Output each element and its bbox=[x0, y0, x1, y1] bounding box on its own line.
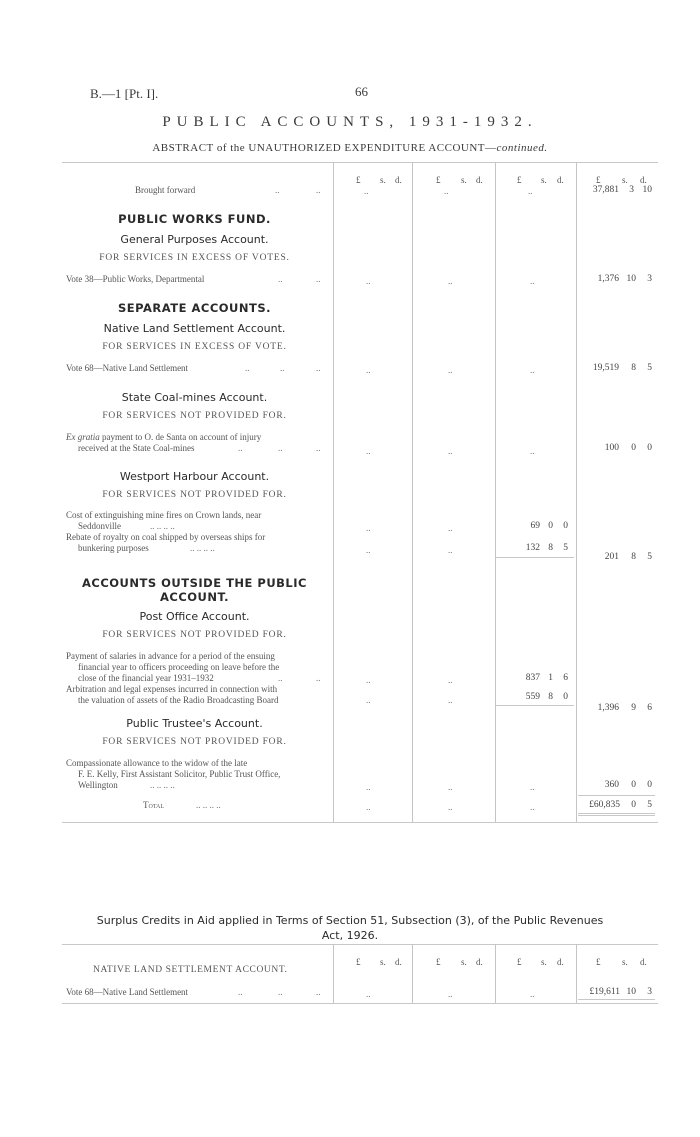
post-office-subtotal-rule bbox=[496, 705, 574, 706]
grand-total-pounds: £60,835 bbox=[589, 800, 620, 810]
vote68-label: Vote 68—Native Land Settlement bbox=[66, 363, 189, 373]
dot-leader: .. bbox=[245, 363, 250, 373]
salaries-line2: financial year to officers proceeding on leave before the bbox=[78, 662, 280, 672]
royalty-line1: Rebate of royalty on coal shipped by overseas ships for bbox=[66, 532, 266, 542]
salaries-line1: Payment of salaries in advance for a period of the ensuing bbox=[66, 651, 275, 661]
fires-line2: Seddonville bbox=[78, 521, 121, 531]
westport-total-shillings: 8 bbox=[631, 552, 636, 562]
westport-subtotal-rule bbox=[496, 557, 574, 558]
royalty-line2: bunkering purposes bbox=[78, 543, 149, 553]
column-divider bbox=[412, 162, 413, 822]
compassion-shillings: 0 bbox=[631, 780, 636, 790]
grand-total-label: Total bbox=[143, 800, 165, 810]
brought-forward-label: Brought forward bbox=[135, 185, 196, 195]
royalty-pence: 5 bbox=[563, 543, 568, 553]
accounts-outside-heading-line2: ACCOUNT. bbox=[160, 590, 229, 604]
col3-pounds-header: £ bbox=[517, 175, 522, 185]
dot-leader: .. bbox=[366, 523, 371, 533]
dot-leader: .. bbox=[444, 186, 449, 196]
dot-leader: .. bbox=[366, 446, 371, 456]
surplus-table-top-rule bbox=[62, 944, 658, 945]
surplus-title-line2: Act, 1926. bbox=[321, 929, 379, 942]
westport-harbour-heading: Westport Harbour Account. bbox=[119, 470, 270, 483]
post-office-heading: Post Office Account. bbox=[139, 610, 250, 623]
surplus-table-bottom-rule bbox=[62, 1003, 658, 1004]
salaries-pence: 6 bbox=[563, 673, 568, 683]
dot-leader: .. bbox=[366, 365, 371, 375]
surplus-double-rule bbox=[578, 999, 655, 1000]
grand-total-pence: 5 bbox=[647, 800, 652, 810]
native-land-settlement-heading: Native Land Settlement Account. bbox=[103, 322, 286, 335]
post-office-total-pounds: 1,396 bbox=[597, 703, 619, 713]
brought-forward-pence: 10 bbox=[642, 185, 652, 195]
surplus-col2-pence-header: d. bbox=[476, 957, 483, 967]
surplus-vote68-label: Vote 68—Native Land Settlement bbox=[66, 987, 189, 997]
ex-gratia-text: payment to O. de Santa on account of injury bbox=[99, 432, 262, 442]
ex-gratia-pence: 0 bbox=[647, 443, 652, 453]
dot-leader: .. bbox=[448, 695, 453, 705]
vote38-pence: 3 bbox=[647, 274, 652, 284]
dot-leader: .. bbox=[316, 673, 321, 683]
dot-leader: .. bbox=[448, 276, 453, 286]
vote68-pounds: 19,519 bbox=[592, 363, 619, 373]
dot-leader: .. .. .. .. bbox=[150, 521, 175, 531]
royalty-pounds: 132 bbox=[525, 543, 540, 553]
dot-leader: .. bbox=[280, 363, 285, 373]
arbitration-line2: the valuation of assets of the Radio Broadcasting Board bbox=[78, 695, 279, 705]
ex-gratia-italic: Ex gratia bbox=[66, 432, 100, 442]
dot-leader: .. bbox=[530, 802, 535, 812]
surplus-col3-shillings-header: s. bbox=[541, 957, 547, 967]
brought-forward-pounds: 37,881 bbox=[592, 185, 619, 195]
dot-leader: .. bbox=[278, 673, 283, 683]
col2-shillings-header: s. bbox=[461, 175, 467, 185]
surplus-col3-pounds-header: £ bbox=[517, 957, 522, 967]
arbitration-line1: Arbitration and legal expenses incurred in connection with bbox=[66, 684, 278, 694]
surplus-vote68-pounds: £19,611 bbox=[589, 987, 620, 997]
grand-total-double-rule bbox=[578, 815, 655, 816]
col3-pence-header: d. bbox=[557, 175, 564, 185]
col1-pence-header: d. bbox=[395, 175, 402, 185]
dot-leader: .. bbox=[366, 276, 371, 286]
surplus-vote68-shillings: 10 bbox=[626, 987, 636, 997]
dot-leader: .. bbox=[316, 443, 321, 453]
subtitle-continued: continued. bbox=[496, 142, 548, 154]
dot-leader: .. bbox=[448, 989, 453, 999]
dot-leader: .. bbox=[366, 675, 371, 685]
vote38-label: Vote 38—Public Works, Departmental bbox=[66, 274, 205, 284]
po-services-heading: FOR SERVICES NOT PROVIDED FOR. bbox=[102, 630, 287, 640]
dot-leader: .. .. .. .. bbox=[150, 780, 175, 790]
fires-shillings: 0 bbox=[548, 521, 553, 531]
dot-leader: .. bbox=[316, 185, 321, 195]
col2-pence-header: d. bbox=[476, 175, 483, 185]
surplus-col2-shillings-header: s. bbox=[461, 957, 467, 967]
post-office-total-shillings: 9 bbox=[631, 703, 636, 713]
page-number: 66 bbox=[355, 84, 368, 99]
fires-pounds: 69 bbox=[530, 521, 540, 531]
nls-services-heading: FOR SERVICES IN EXCESS OF VOTE. bbox=[102, 342, 287, 352]
col3-shillings-header: s. bbox=[541, 175, 547, 185]
vote68-shillings: 8 bbox=[631, 363, 636, 373]
vote68-pence: 5 bbox=[647, 363, 652, 373]
grand-total-shillings: 0 bbox=[631, 800, 636, 810]
surplus-col4-shillings-header: s. bbox=[622, 957, 628, 967]
compassion-line2: F. E. Kelly, First Assistant Solicitor, Public Trust Office, bbox=[78, 769, 281, 779]
ex-gratia-line2: received at the State Coal-mines bbox=[78, 443, 195, 453]
dot-leader: .. bbox=[278, 274, 283, 284]
page-subtitle bbox=[0, 142, 700, 154]
column-divider bbox=[495, 162, 496, 822]
surplus-col2-pounds-header: £ bbox=[436, 957, 441, 967]
surplus-title-line1: Surplus Credits in Aid applied in Terms of Section 51, Subsection (3), of the Public Revenues bbox=[96, 914, 604, 927]
westport-total-pounds: 201 bbox=[604, 552, 619, 562]
table-bottom-rule bbox=[62, 822, 658, 823]
dot-leader: .. bbox=[278, 987, 283, 997]
subtitle-main: ABSTRACT of the UNAUTHORIZED EXPENDITURE ACCOUNT— bbox=[152, 142, 497, 154]
dot-leader: .. bbox=[448, 365, 453, 375]
ex-gratia-line1 bbox=[66, 432, 261, 442]
dot-leader: .. bbox=[278, 443, 283, 453]
dot-leader: .. bbox=[364, 186, 369, 196]
col4-shillings-header: s. bbox=[622, 175, 628, 185]
table-top-rule bbox=[62, 162, 658, 163]
surplus-col3-pence-header: d. bbox=[557, 957, 564, 967]
compassion-pence: 0 bbox=[647, 780, 652, 790]
brought-forward-shillings: 3 bbox=[629, 185, 634, 195]
vote38-shillings: 10 bbox=[626, 274, 636, 284]
dot-leader: .. bbox=[238, 443, 243, 453]
surplus-col1-pence-header: d. bbox=[395, 957, 402, 967]
compassion-pounds: 360 bbox=[604, 780, 619, 790]
surplus-column-divider bbox=[333, 944, 334, 1003]
arbitration-shillings: 8 bbox=[548, 692, 553, 702]
surplus-col4-pounds-header: £ bbox=[596, 957, 601, 967]
salaries-shillings: 1 bbox=[548, 673, 553, 683]
surplus-vote68-pence: 3 bbox=[647, 987, 652, 997]
salaries-line3: close of the financial year 1931–1932 bbox=[78, 673, 214, 683]
surplus-column-divider bbox=[576, 944, 577, 1003]
pt-services-heading: FOR SERVICES NOT PROVIDED FOR. bbox=[102, 737, 287, 747]
dot-leader: .. bbox=[366, 802, 371, 812]
dot-leader: .. bbox=[530, 782, 535, 792]
dot-leader: .. bbox=[448, 446, 453, 456]
col2-pounds-header: £ bbox=[436, 175, 441, 185]
dot-leader: .. bbox=[366, 695, 371, 705]
compassion-line1: Compassionate allowance to the widow of the late bbox=[66, 758, 248, 768]
compassion-line3: Wellington bbox=[78, 780, 118, 790]
fires-pence: 0 bbox=[563, 521, 568, 531]
general-purposes-heading: General Purposes Account. bbox=[120, 233, 269, 246]
arbitration-pounds: 559 bbox=[525, 692, 540, 702]
ex-gratia-shillings: 0 bbox=[631, 443, 636, 453]
surplus-section-heading: NATIVE LAND SETTLEMENT ACCOUNT. bbox=[93, 965, 288, 975]
fires-line1: Cost of extinguishing mine fires on Crown lands, near bbox=[66, 510, 262, 520]
dot-leader: .. bbox=[316, 274, 321, 284]
dot-leader: .. bbox=[366, 545, 371, 555]
dot-leader: .. bbox=[366, 782, 371, 792]
surplus-column-divider bbox=[412, 944, 413, 1003]
royalty-shillings: 8 bbox=[548, 543, 553, 553]
column-divider bbox=[333, 162, 334, 822]
public-trustee-heading: Public Trustee's Account. bbox=[126, 717, 263, 730]
col4-pounds-header: £ bbox=[596, 175, 601, 185]
document-reference: B.—1 [Pt. I]. bbox=[90, 86, 159, 101]
accounts-outside-heading-line1: ACCOUNTS OUTSIDE THE PUBLIC bbox=[82, 576, 307, 590]
dot-leader: .. bbox=[448, 523, 453, 533]
wh-services-heading: FOR SERVICES NOT PROVIDED FOR. bbox=[102, 490, 287, 500]
dot-leader: .. bbox=[275, 185, 280, 195]
dot-leader: .. bbox=[448, 545, 453, 555]
post-office-total-pence: 6 bbox=[647, 703, 652, 713]
column-divider bbox=[576, 162, 577, 822]
arbitration-pence: 0 bbox=[563, 692, 568, 702]
page-title: PUBLIC ACCOUNTS, 1931-1932. bbox=[162, 114, 538, 130]
col1-pounds-header: £ bbox=[356, 175, 361, 185]
gpa-services-heading: FOR SERVICES IN EXCESS OF VOTES. bbox=[99, 253, 290, 263]
col1-shillings-header: s. bbox=[380, 175, 386, 185]
scm-services-heading: FOR SERVICES NOT PROVIDED FOR. bbox=[102, 411, 287, 421]
dot-leader: .. bbox=[530, 276, 535, 286]
dot-leader: .. bbox=[448, 782, 453, 792]
dot-leader: .. bbox=[530, 446, 535, 456]
col4-pence-header: d. bbox=[640, 175, 647, 185]
dot-leader: .. bbox=[530, 989, 535, 999]
salaries-pounds: 837 bbox=[525, 673, 540, 683]
public-works-fund-heading: PUBLIC WORKS FUND. bbox=[118, 212, 271, 226]
grand-total-top-rule bbox=[578, 795, 655, 796]
grand-total-double-rule bbox=[578, 813, 655, 814]
surplus-column-divider bbox=[495, 944, 496, 1003]
surplus-col1-pounds-header: £ bbox=[356, 957, 361, 967]
dot-leader: .. bbox=[448, 675, 453, 685]
separate-accounts-heading: SEPARATE ACCOUNTS. bbox=[118, 301, 271, 315]
dot-leader: .. bbox=[238, 987, 243, 997]
dot-leader: .. bbox=[530, 365, 535, 375]
dot-leader: .. .. .. .. bbox=[196, 800, 221, 810]
dot-leader: .. bbox=[528, 186, 533, 196]
dot-leader: .. bbox=[316, 363, 321, 373]
vote38-pounds: 1,376 bbox=[597, 274, 619, 284]
dot-leader: .. bbox=[316, 987, 321, 997]
westport-total-pence: 5 bbox=[647, 552, 652, 562]
state-coal-mines-heading: State Coal-mines Account. bbox=[121, 391, 268, 404]
dot-leader: .. bbox=[448, 802, 453, 812]
surplus-col1-shillings-header: s. bbox=[380, 957, 386, 967]
dot-leader: .. .. .. .. bbox=[190, 543, 215, 553]
ex-gratia-pounds: 100 bbox=[604, 443, 619, 453]
surplus-col4-pence-header: d. bbox=[640, 957, 647, 967]
dot-leader: .. bbox=[366, 989, 371, 999]
